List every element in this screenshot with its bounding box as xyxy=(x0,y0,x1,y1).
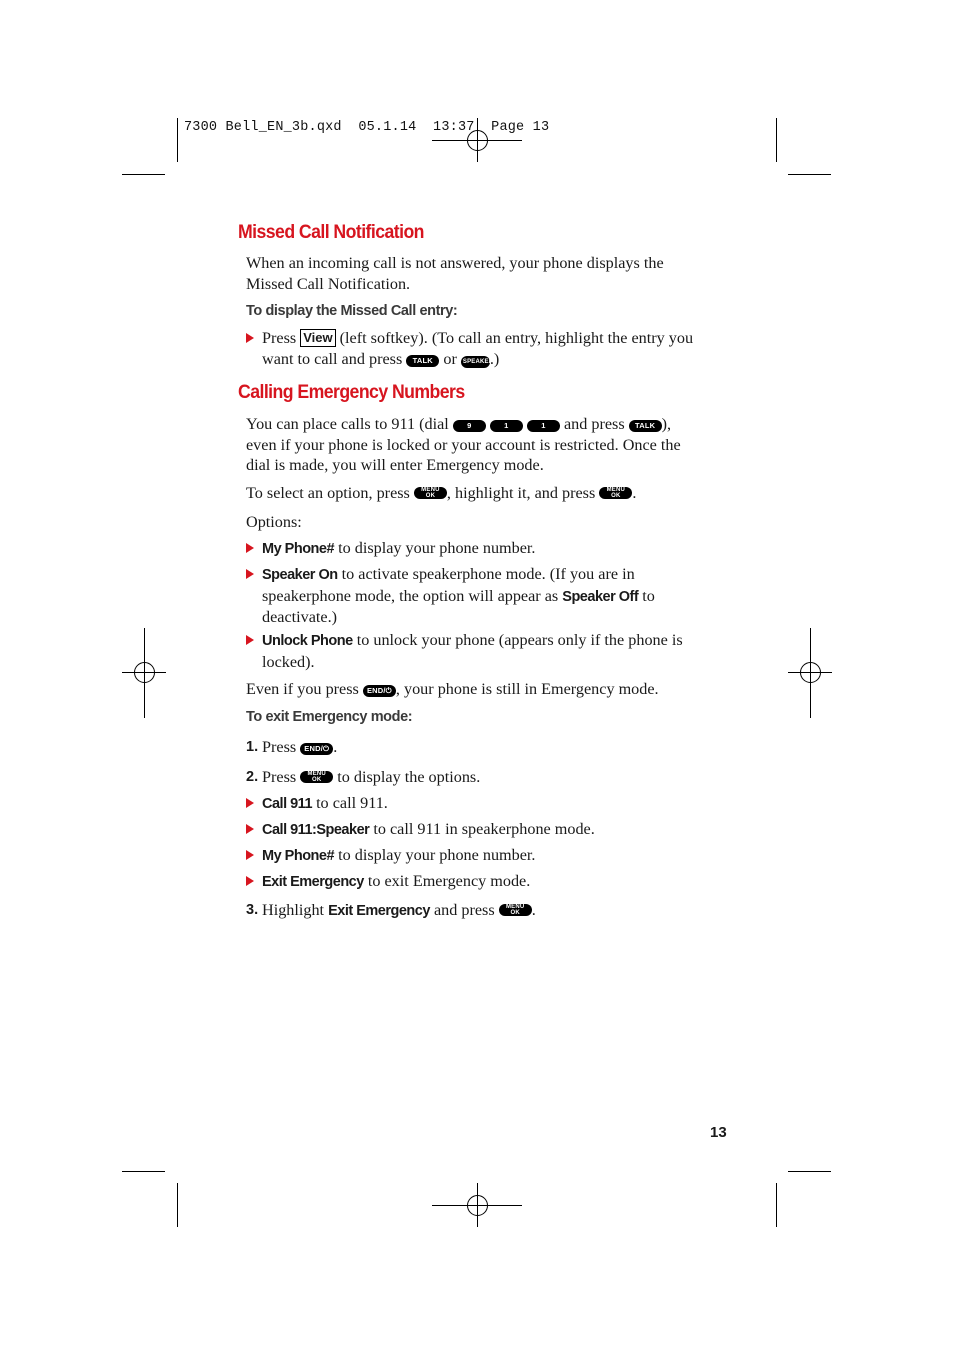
crop-mark-bottom-left-h xyxy=(122,1171,165,1172)
step-number: 1. xyxy=(246,739,259,755)
step-text-end: . xyxy=(531,901,536,919)
option-unlock-phone xyxy=(246,630,696,672)
crop-mark-bottom-right-v xyxy=(776,1183,777,1227)
key-1-icon: 1 xyxy=(490,420,523,432)
talk-key-icon: TALK xyxy=(629,420,662,432)
step-text: Press xyxy=(262,738,297,756)
option-text: to call 911 in speakerphone mode. xyxy=(373,820,595,838)
option-term: Call 911 xyxy=(262,796,313,812)
text-left-softkey: (left softkey). (To call an entry, highlight the entry you want to call and press xyxy=(262,329,694,368)
text-and-press: and press xyxy=(563,415,625,433)
option-term: My Phone# xyxy=(262,848,335,864)
option-term: My Phone# xyxy=(262,541,335,557)
text-press: Press xyxy=(262,329,297,347)
print-slug: 7300 Bell_EN_3b.qxd 05.1.14 13:37 Page 13 xyxy=(184,120,550,135)
even-if-end-text xyxy=(246,679,696,700)
bullet-arrow-icon xyxy=(246,850,254,860)
step-number: 3. xyxy=(246,902,259,918)
registration-right-circle xyxy=(800,662,821,683)
crop-mark-top-left-v xyxy=(177,118,178,162)
text-or: or xyxy=(443,349,457,368)
option-text: to display your phone number. xyxy=(338,539,536,557)
crop-mark-bottom-left-v xyxy=(177,1183,178,1227)
option-text: to display your phone number. xyxy=(338,846,536,864)
text-highlight-it: , highlight it, and press xyxy=(446,484,596,502)
option-term: Exit Emergency xyxy=(262,874,364,890)
view-softkey: View xyxy=(300,329,335,347)
menu-ok-key-icon: MENU OK xyxy=(599,487,632,499)
crop-mark-top-right-v xyxy=(776,118,777,162)
option-text: to call 911. xyxy=(316,794,388,812)
missed-call-subheading: To display the Missed Call entry: xyxy=(246,303,458,319)
options-label: Options: xyxy=(246,513,302,531)
option-speaker-on xyxy=(246,564,696,628)
bullet-arrow-icon xyxy=(246,569,254,579)
exit-option-call-911-speaker xyxy=(246,819,696,841)
exit-emergency-subheading: To exit Emergency mode: xyxy=(246,709,413,725)
step-text: Press xyxy=(262,768,297,786)
exit-option-call-911 xyxy=(246,793,696,815)
text-period: . xyxy=(632,484,637,502)
bullet-arrow-icon xyxy=(246,798,254,808)
step-text: Highlight xyxy=(262,901,325,919)
exit-option-exit-emergency xyxy=(246,871,696,893)
bullet-arrow-icon xyxy=(246,824,254,834)
option-term: Call 911:Speaker xyxy=(262,822,370,838)
step-term: Exit Emergency xyxy=(328,903,430,919)
missed-call-intro: When an incoming call is not answered, your phone displays the Missed Call Notification. xyxy=(246,254,664,293)
text-even-if: Even if you press xyxy=(246,680,359,698)
text-close-paren: .) xyxy=(489,349,500,368)
crop-mark-bottom-right-h xyxy=(788,1171,831,1172)
crop-mark-top-right-h xyxy=(788,174,831,175)
option-text-end: to deactivate.) xyxy=(262,586,655,626)
step-2 xyxy=(246,767,696,788)
missed-call-heading: Missed Call Notification xyxy=(238,222,424,243)
missed-call-bullet xyxy=(246,328,696,369)
text-even-if-locked: ), even if your phone is locked or your account is restricted. Once the dial is made, you will enter Emergency mode. xyxy=(246,415,681,474)
key-9-icon: 9 xyxy=(453,420,486,432)
step-text-mid: and press xyxy=(433,901,495,919)
text-to-select: To select an option, press xyxy=(246,484,410,502)
option-text: to unlock your phone (appears only if the phone is locked). xyxy=(262,631,683,671)
emergency-intro xyxy=(246,414,696,476)
select-option-text xyxy=(246,483,696,504)
menu-ok-key-icon: MENU OK xyxy=(300,771,333,783)
text-still-emergency: , your phone is still in Emergency mode. xyxy=(395,680,659,698)
bullet-arrow-icon xyxy=(246,333,254,343)
bullet-arrow-icon xyxy=(246,543,254,553)
key-1-icon: 1 xyxy=(527,420,560,432)
talk-key-icon: TALK xyxy=(406,355,439,367)
registration-left-circle xyxy=(134,662,155,683)
end-key-icon: END/⏻ xyxy=(300,743,333,755)
option-text: to activate speakerphone mode. (If you are in speakerphone mode, the option will appear as xyxy=(262,565,635,605)
end-key-icon: END/⏻ xyxy=(363,685,396,697)
option-text: to exit Emergency mode. xyxy=(367,872,531,890)
option-term: Speaker On xyxy=(262,567,338,583)
option-my-phone xyxy=(246,538,696,560)
menu-ok-key-icon: MENU OK xyxy=(499,904,532,916)
option-term: Unlock Phone xyxy=(262,633,353,649)
option-term-alt: Speaker Off xyxy=(562,588,639,605)
speaker-key-icon: SPEAKER xyxy=(461,356,490,368)
step-1 xyxy=(246,737,696,758)
menu-ok-key-icon: MENU OK xyxy=(414,487,447,499)
exit-option-my-phone xyxy=(246,845,696,867)
text-place-calls: You can place calls to 911 (dial xyxy=(246,415,449,433)
page-number: 13 xyxy=(710,1124,727,1141)
bullet-arrow-icon xyxy=(246,635,254,645)
step-3 xyxy=(246,900,696,922)
bullet-arrow-icon xyxy=(246,876,254,886)
step-text-end: . xyxy=(333,738,338,756)
crop-mark-top-left-h xyxy=(122,174,165,175)
emergency-heading: Calling Emergency Numbers xyxy=(238,382,465,403)
step-number: 2. xyxy=(246,769,259,785)
step-text-end: to display the options. xyxy=(337,768,481,786)
registration-bottom-circle xyxy=(467,1195,488,1216)
